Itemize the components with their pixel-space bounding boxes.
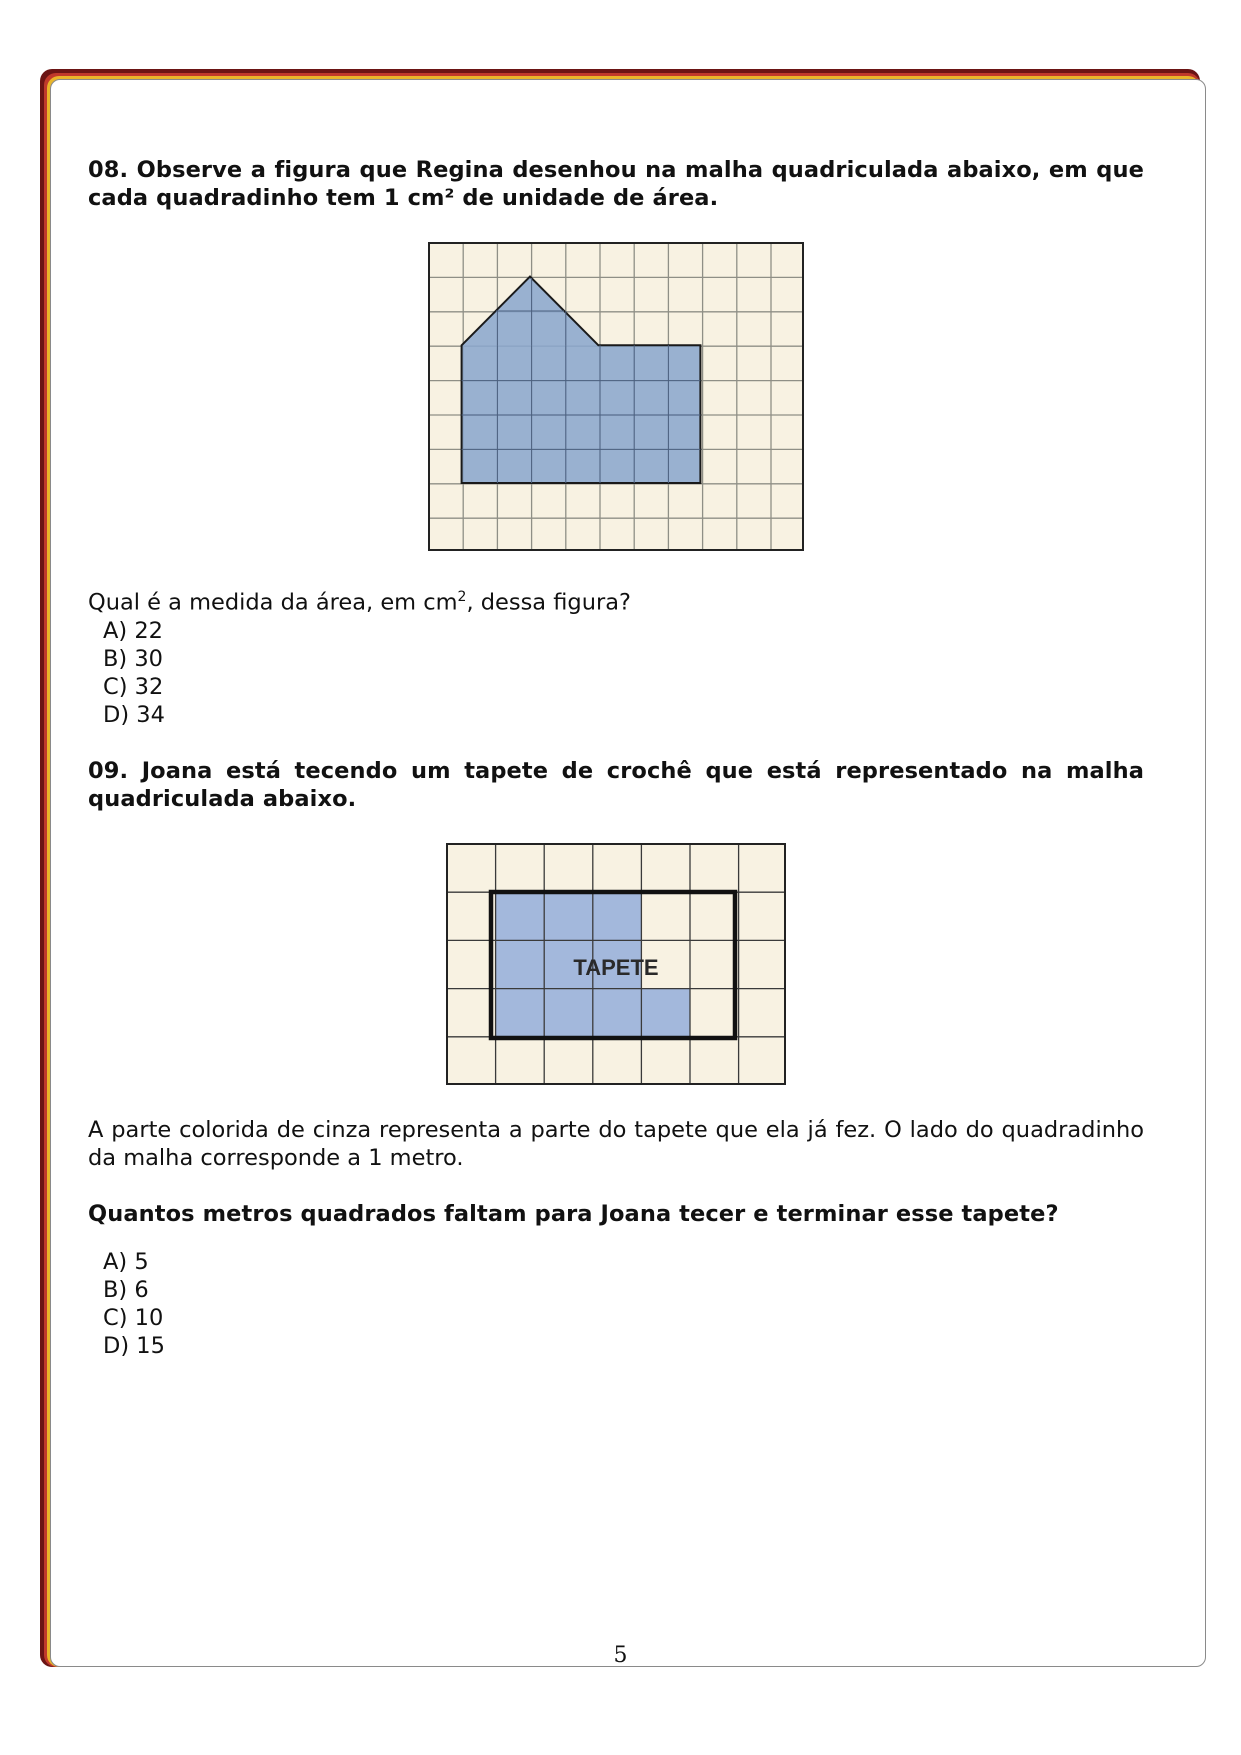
q08-question-pre: Qual é a medida da área, em cm xyxy=(88,589,458,616)
q09-options xyxy=(88,1248,1144,1360)
q08-option-d[interactable]: D) 34 xyxy=(103,701,165,728)
q09-done-cell xyxy=(593,892,642,940)
q08-option-a[interactable]: A) 22 xyxy=(103,617,163,644)
page-content xyxy=(88,156,1144,1360)
q09-title: 09. Joana está tecendo um tapete de crochê que está representado na malha quadriculada abaixo. xyxy=(88,757,1144,812)
q09-option-d[interactable]: D) 15 xyxy=(103,1332,165,1359)
q09-done-cell xyxy=(544,892,593,940)
q09-done-cell xyxy=(641,988,690,1036)
q08-option-c[interactable]: C) 32 xyxy=(103,673,164,700)
q09-rug-label: TAPETE xyxy=(573,954,659,980)
page-number: 5 xyxy=(613,1643,628,1668)
q08-option-b[interactable]: B) 30 xyxy=(103,645,163,672)
q08-title: 08. Observe a figura que Regina desenhou na malha quadriculada abaixo, em que cada quadradinho tem 1 cm² de unidade de área. xyxy=(88,157,1144,211)
q09-option-b[interactable]: B) 6 xyxy=(103,1276,149,1303)
q08-question-sup: 2 xyxy=(457,589,467,605)
q09-option-a[interactable]: A) 5 xyxy=(103,1248,149,1275)
q09-done-cell xyxy=(544,988,593,1036)
q09-question: Quantos metros quadrados faltam para Joana tecer e terminar esse tapete? xyxy=(88,1200,1059,1227)
q09-done-cell xyxy=(593,988,642,1036)
q09-done-cell xyxy=(496,940,545,988)
q09-text: A parte colorida de cinza representa a parte do tapete que ela já fez. O lado do quadradinho da malha corresponde a 1 metro. xyxy=(88,1116,1144,1171)
q08-grid-figure xyxy=(428,242,808,555)
q09-done-cell xyxy=(496,988,545,1036)
q08-options xyxy=(88,617,1144,729)
q08-question xyxy=(88,583,1144,617)
q08-question-post: , dessa figura? xyxy=(466,589,631,616)
q09-done-cell xyxy=(496,892,545,940)
q09-option-c[interactable]: C) 10 xyxy=(103,1304,164,1331)
q09-grid-figure xyxy=(446,843,790,1088)
